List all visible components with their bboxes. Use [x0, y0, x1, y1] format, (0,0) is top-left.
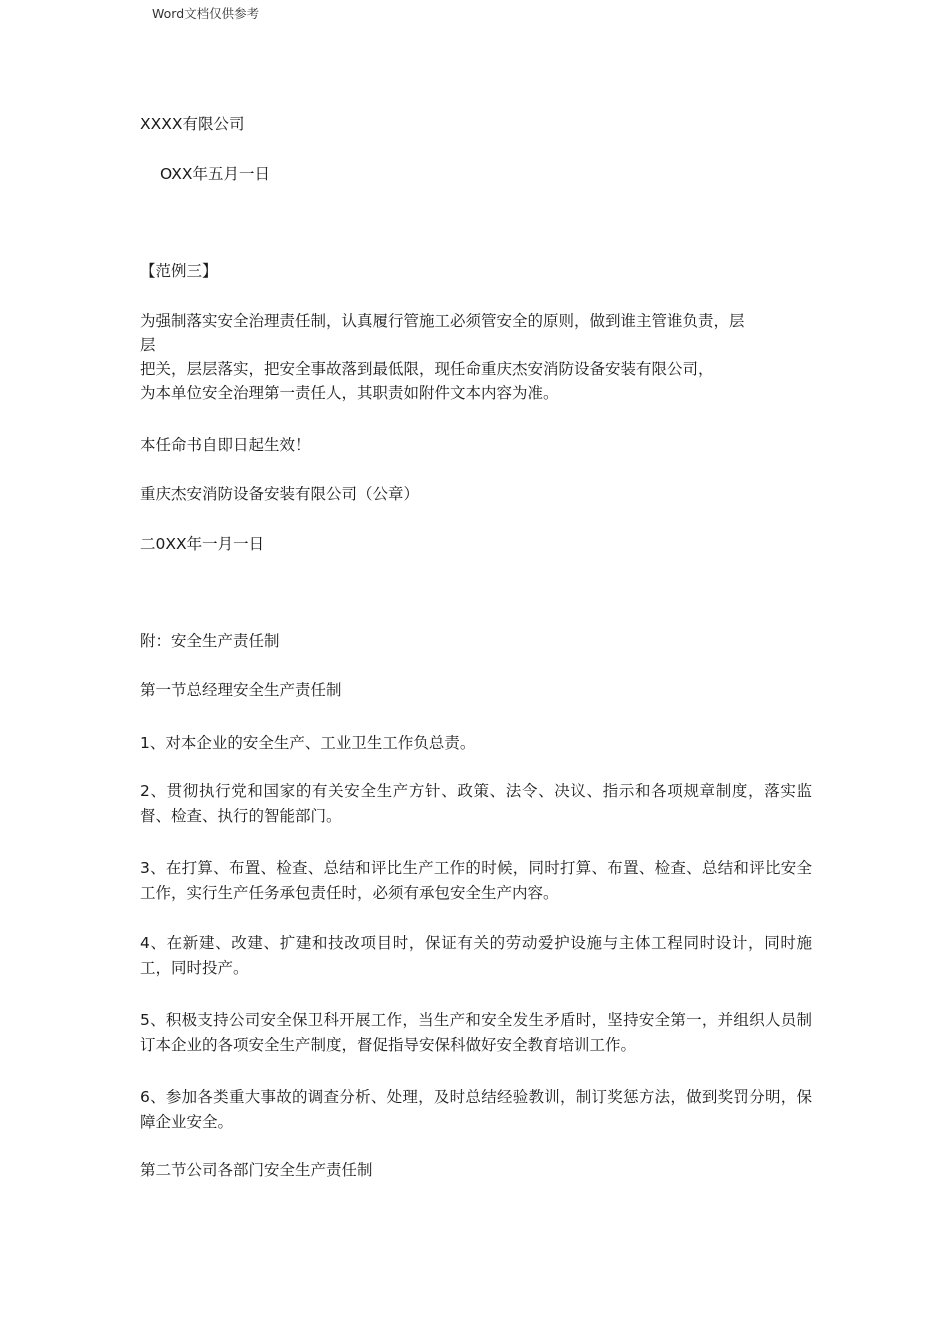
list-item: 1、对本企业的安全生产、工业卫生工作负总责。	[140, 734, 476, 752]
intro-line-2: 层	[140, 336, 156, 354]
date-line: OXX年五月一日	[160, 165, 270, 183]
section-2-title: 第二节公司各部门安全生产责任制	[140, 1161, 373, 1179]
list-item: 4、在新建、改建、扩建和技改项目时，保证有关的劳动爱护设施与主体工程同时设计，同时施工，同时投产。	[140, 934, 812, 977]
attachment-heading: 附：安全生产责任制	[140, 632, 280, 650]
intro-line-4: 为本单位安全治理第一责任人，其职责如附件文本内容为准。	[140, 384, 559, 402]
company-signature: 重庆杰安消防设备安装有限公司（公章）	[140, 485, 420, 503]
company-name: XXXX有限公司	[140, 115, 245, 133]
list-item: 3、在打算、布置、检查、总结和评比生产工作的时候，同时打算、布置、检查、总结和评比安全工作，实行生产任务承包责任时，必须有承包安全生产内容。	[140, 859, 812, 902]
section-1-title: 第一节总经理安全生产责任制	[140, 681, 342, 699]
signature-date: 二0XX年一月一日	[140, 535, 265, 553]
list-item: 6、参加各类重大事故的调查分析、处理，及时总结经验教训，制订奖惩方法，做到奖罚分明，保障企业安全。	[140, 1088, 812, 1131]
intro-line-3: 把关，层层落实，把安全事故落到最低限，现任命重庆杰安消防设备安装有限公司，	[140, 360, 714, 378]
intro-paragraph	[140, 309, 745, 405]
header-note: Word文档仅供参考	[152, 6, 260, 21]
list-item: 2、贯彻执行党和国家的有关安全生产方针、政策、法令、决议、指示和各项规章制度，落实监督、检查、执行的智能部门。	[140, 782, 812, 825]
list-item: 5、积极支持公司安全保卫科开展工作，当生产和安全发生矛盾时，坚持安全第一，并组织人员制订本企业的各项安全生产制度，督促指导安保科做好安全教育培训工作。	[140, 1011, 812, 1054]
effective-statement: 本任命书自即日起生效！	[140, 436, 311, 454]
intro-line-1: 为强制落实安全治理责任制，认真履行管施工必须管安全的原则，做到谁主管谁负责，层	[140, 312, 745, 330]
example-title: 【范例三】	[140, 262, 218, 280]
